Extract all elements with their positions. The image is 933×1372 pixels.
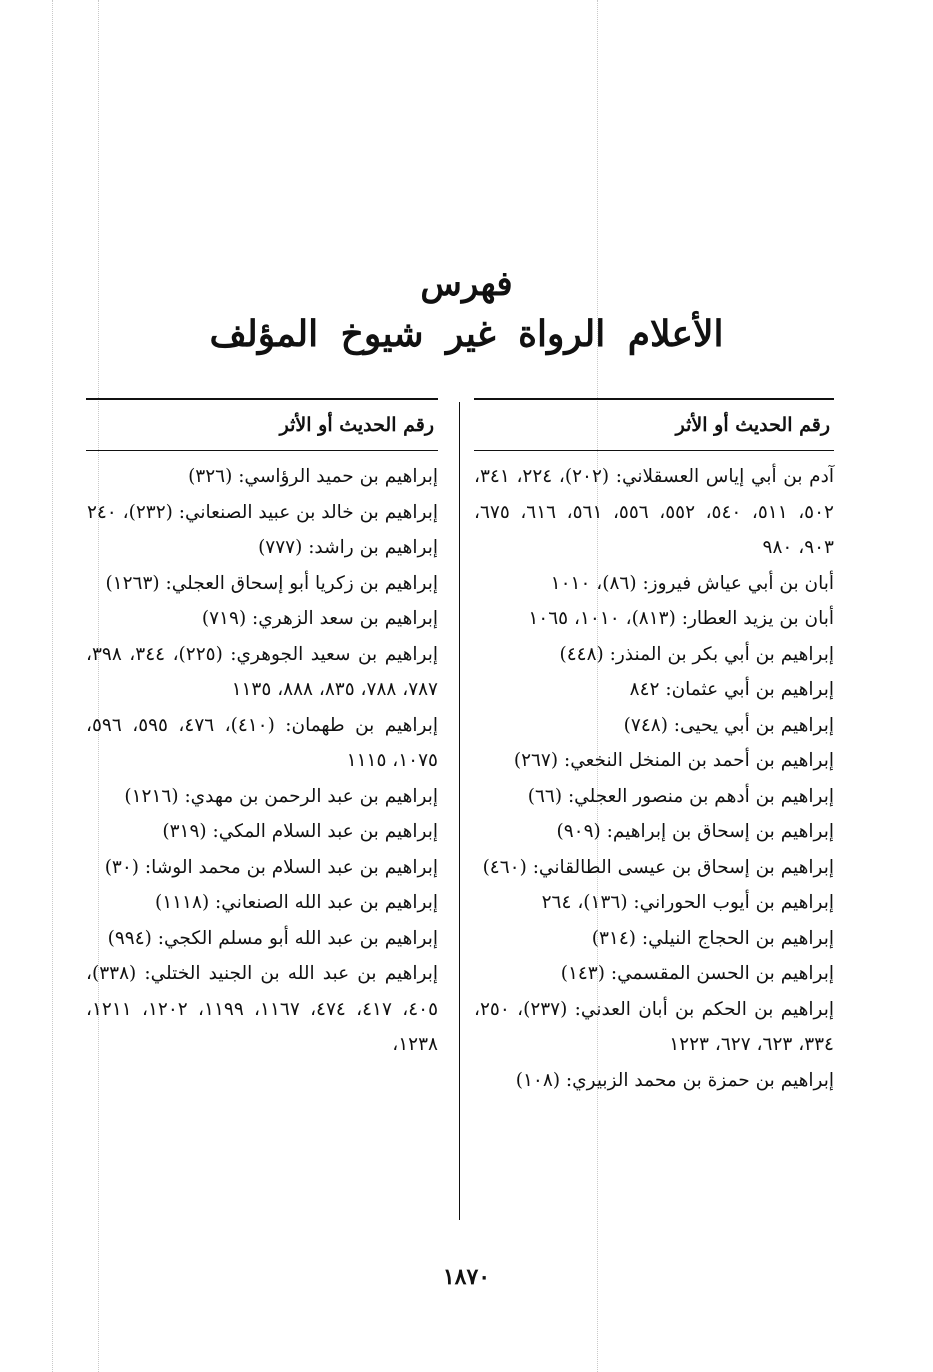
index-entry: إبراهيم بن الحسن المقسمي: (١٤٣) [560, 963, 834, 984]
index-entry: إبراهيم بن راشد: (٧٧٧) [258, 537, 438, 558]
index-entry: إبراهيم بن أبي بكر بن المنذر: (٤٤٨) [559, 643, 834, 665]
left-column-entries [86, 459, 438, 1063]
index-entry: إبراهيم بن عبد الله بن الجنيد الختلي: (٣٣٨)، ٤٠٥، ٤١٧، ٤٧٤، ١١٦٧، ١١٩٩، ١٢٠٢، ١٢١١، ١٢٣٨، [86, 963, 439, 1055]
left-column [86, 398, 438, 1063]
index-entry: إبراهيم بن عبد الله أبو مسلم الكجي: (٩٩٤) [107, 927, 438, 949]
index-entry: إبراهيم بن أيوب الحوراني: (١٣٦)، ٢٦٤ [541, 892, 834, 913]
index-entry: إبراهيم بن أبي يحيى: (٧٤٨) [623, 714, 834, 736]
index-entry: إبراهيم بن حميد الرؤاسي: (٣٢٦) [188, 466, 438, 487]
index-entry: إبراهيم بن عبد الرحمن بن مهدي: (١٢١٦) [124, 785, 438, 807]
right-column [474, 398, 834, 1098]
index-title: فهرس [420, 264, 513, 304]
index-entry: إبراهيم بن أدهم بن منصور العجلي: (٦٦) [527, 785, 834, 807]
index-entry: إبراهيم بن عبد الله الصنعاني: (١١١٨) [154, 892, 438, 913]
index-entry: إبراهيم بن سعد الزهري: (٧١٩) [201, 608, 438, 629]
index-entry: أبان بن أبي عياش فيروز: (٨٦)، ١٠١٠ [550, 572, 834, 594]
index-entry: إبراهيم بن سعيد الجوهري: (٢٢٥)، ٣٤٤، ٣٩٨، ٧٨٧، ٧٨٨، ٨٣٥، ٨٨٨، ١١٣٥ [86, 643, 438, 700]
index-entry: أبان بن يزيد العطار: (٨١٣)، ١٠١٠، ١٠٦٥ [528, 608, 834, 629]
index-entry: إبراهيم بن عبد السلام المكي: (٣١٩) [162, 821, 438, 842]
index-entry: إبراهيم بن زكريا أبو إسحاق العجلي: (١٢٦٣) [105, 572, 438, 594]
left-column-header: رقم الحديث أو الأثر [86, 398, 438, 451]
index-entry: إبراهيم بن أحمد بن المنخل النخعي: (٢٦٧) [513, 750, 834, 771]
index-entry: آدم بن أبي إياس العسقلاني: (٢٠٢)، ٢٢٤، ٣٤١، ٥٠٢، ٥١١، ٥٤٠، ٥٥٢، ٥٥٦، ٥٦١، ٦١٦، ٦٧٥، ٩٠٣، ٩٨٠ [474, 466, 835, 558]
scan-guide-line [52, 0, 53, 1372]
right-column-header: رقم الحديث أو الأثر [474, 398, 834, 451]
index-entry: إبراهيم بن أبي عثمان: ٨٤٢ [629, 679, 834, 700]
column-divider [459, 402, 460, 1220]
index-entry: إبراهيم بن حمزة بن محمد الزبيري: (١٠٨) [515, 1069, 834, 1091]
index-entry: إبراهيم بن عبد السلام بن محمد الوشا: (٣٠) [104, 856, 438, 878]
index-entry: إبراهيم بن إسحاق بن عيسى الطالقاني: (٤٦٠) [482, 856, 834, 878]
page-number: ١٨٧٠ [442, 1264, 491, 1290]
index-entry: إبراهيم بن إسحاق بن إبراهيم: (٩٠٩) [556, 821, 834, 842]
index-entry: إبراهيم بن طهمان: (٤١٠)، ٤٧٦، ٥٩٥، ٥٩٦، ١٠٧٥، ١١١٥ [86, 714, 438, 771]
index-subtitle: الأعلام الرواة غير شيوخ المؤلف [209, 313, 724, 355]
right-column-entries [474, 459, 834, 1098]
index-entry: إبراهيم بن الحكم بن أبان العدني: (٢٣٧)، ٢٥٠، ٣٣٤، ٦٢٣، ٦٢٧، ١٢٢٣ [474, 998, 834, 1055]
index-entry: إبراهيم بن الحجاج النيلي: (٣١٤) [591, 927, 834, 949]
index-entry: إبراهيم بن خالد بن عبيد الصنعاني: (٢٣٢)، ٢٤٠ [86, 501, 438, 523]
